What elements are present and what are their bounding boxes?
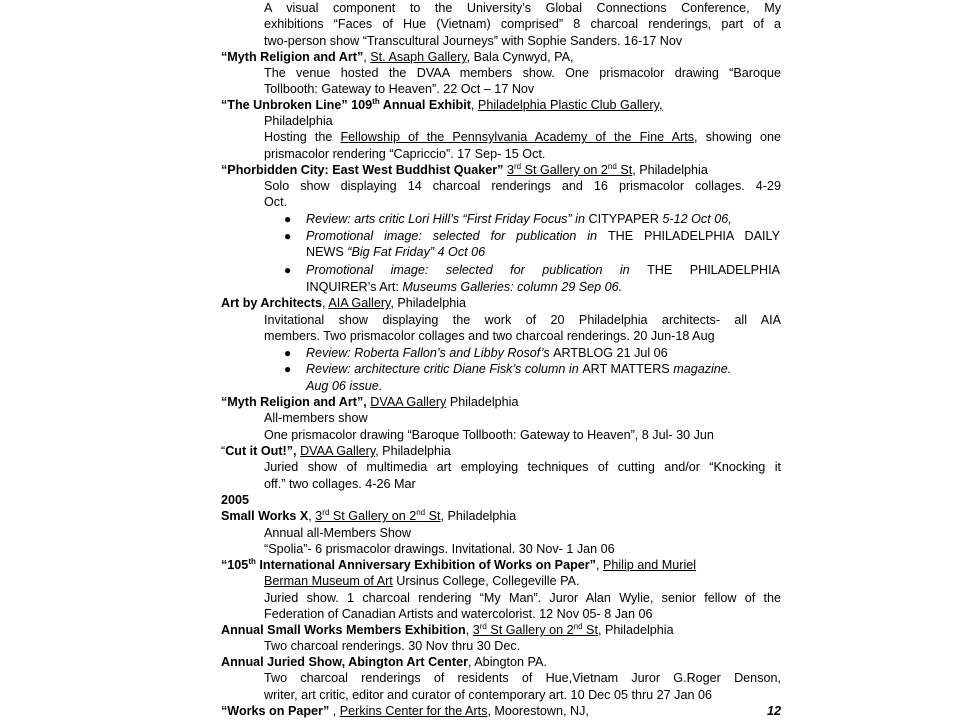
venue-link[interactable]: Philip and Muriel [602,558,697,572]
text-line: Two charcoal renderings of residents of Hue,Vietnam Juror G.Roger Denson, [264,671,781,685]
location: , Moorestown, NJ, [487,704,589,718]
location: Philadelphia [264,114,333,128]
text-line: two-person show “Transcultural Journeys” with Sophie Sanders. 16-17 Nov [264,34,683,48]
venue-link[interactable]: St. Asaph Gallery [370,50,467,64]
exhibit-heading [221,295,466,311]
exhibit-title: “The Unbroken Line” 109th Annual Exhibit [221,96,471,112]
location: Ursinus College, Collegeville PA. [392,574,580,588]
location: , Philadelphia [440,509,517,523]
venue-link[interactable]: DVAA Gallery [370,395,447,409]
exhibit-heading [221,703,781,719]
exhibit-title: “Phorbidden City: East West Buddhist Quaker” [221,163,504,177]
exhibit-heading: “Cut it Out!”, DVAA Gallery, Philadelphia [221,444,451,458]
exhibit-heading [221,557,696,573]
text-line: prismacolor rendering “Capriccio”. 17 Sep- 15 Oct. [264,147,546,161]
exhibit-title: Annual Juried Show, Abington Art Center [221,655,468,669]
venue-link[interactable]: Philadelphia Plastic Club Gallery, [477,98,663,112]
venue-link[interactable]: 3rd St Gallery on 2nd St [506,161,633,177]
text-line: off.” two collages. 4-26 Mar [264,477,416,491]
separator: , [595,558,603,572]
exhibit-heading [221,394,518,410]
exhibit-title: “Works on Paper” [221,704,330,718]
text-line: One prismacolor drawing “Baroque Tollbooth: Gateway to Heaven”, 8 Jul- 30 Jun [264,428,714,442]
text-line: Oct. [264,195,288,209]
text-line: “Spolia”- 6 prismacolor drawings. Invitational. 30 Nov- 1 Jan 06 [264,542,615,556]
text-line: Two charcoal renderings. 30 Nov thru 30 Dec. [264,639,521,653]
location: , Philadelphia [390,296,467,310]
separator: , [465,623,473,637]
text-line: members. Two prismacolor collages and two charcoal renderings. 20 Jun-18 Aug [264,329,715,343]
venue-link[interactable]: Perkins Center for the Arts [339,704,488,718]
exhibit-heading [221,508,516,524]
venue-link-continued[interactable]: Berman Museum of Art [264,574,393,588]
exhibit-heading [221,654,547,670]
bullet-icon: ● [284,229,292,243]
exhibit-title: “Myth Religion and Art”, [221,395,367,409]
exhibit-title: “105th International Anniversary Exhibition of Works on Paper” [221,556,596,572]
text-line: All-members show [264,411,368,425]
venue-line [264,573,579,589]
separator: , [308,509,316,523]
page-number: 12 [766,704,781,718]
text-line: Solo show displaying 14 charcoal renderings and 16 prismacolor collages. 4-29 [264,179,781,193]
text-line: Juried show. 1 charcoal rendering “My Man”. Juror Alan Wylie, senior fellow of the [264,591,781,605]
exhibit-title: Cut it Out!”, [225,444,297,458]
text-line: Invitational show displaying the work of 20 Philadelphia architects- all AIA [264,313,781,327]
separator: , [363,50,371,64]
text-line: Juried show of multimedia art employing techniques of cutting and/or “Knocking it [264,460,781,474]
location: , Philadelphia [597,623,674,637]
bullet-icon: ● [284,212,292,226]
text-line: exhibitions “Faces of Hue (Vietnam) comprised” 8 charcoal renderings, part of a [264,17,781,31]
exhibit-heading [221,97,663,113]
location: , Bala Cynwyd, PA, [466,50,574,64]
venue-link[interactable]: 3rd St Gallery on 2nd St [472,621,598,637]
exhibit-heading [221,162,708,178]
separator: , [329,704,340,718]
exhibit-heading [221,622,674,638]
exhibit-title: “Myth Religion and Art” [221,50,364,64]
exhibit-heading [221,49,574,65]
bullet-icon: ● [284,263,292,277]
document-page: A visual component to the University’s Global Connections Conference, My exhibitions “Faces of Hue (Vietnam) comprised” 8 charcoal renderings, part of a two-person show “Transcultural Journeys” with Sophie Sanders. 16-17 Nov “Myth Religion and Art”, St. Asaph Gallery, Bala Cynwyd, PA, The venue hosted the DVAA members show. One prismacolor drawing “Baroque Tollbooth: Gateway to Heaven”. 22 Oct – 17 Nov “The Unbroken Line” 109th Annual Exhibit, Philadelphia Plastic Club Gallery, Philadelphia Hosting the Fellowship of the Pennsylvania Academy of the Fine Arts, showing one prismacolor rendering “Capriccio”. 17 Sep- 15 Oct. “Phorbidden City: East West Buddhist Quaker” 3rd St Gallery on 2nd St, Philadelphia Solo show displaying 14 charcoal renderings and 16 prismacolor collages. 4-29 Oct. ● Review: arts critic Lori Hill’s “First Friday Focus” in CITYPAPER 5-12 Oct 06, ● Promotional image: selected for publication in THE PHILADELPHIA DAILY NEWS “Big Fat Friday” 4 Oct 06 ● Promotional image: selected for publication in THE PHILADELPHIA INQUIRER’s Art: Museums Galleries: column 29 Sep 06. Art by Architects, AIA Gallery, Philadelphia Invitational show displaying the work of 20 Philadelphia architects- all AIA members. Two prismacolor collages and two charcoal renderings. 20 Jun-18 Aug ● Review: Roberta Fallon’s and Libby Rosof’s ARTBLOG 21 Jul 06 ● Review: architecture critic Diane Fisk’s column in ART MATTERS magazine. Aug 06 issue. “Myth Religion and Art”, DVAA Gallery Philadelphia All-members show One prismacolor drawing “Baroque Tollbooth: Gateway to Heaven”, 8 Jul- 30 Jun “Cut it Out!”, DVAA Gallery, Philadelphia Juried show of multimedia art employing techniques of cutting and/or “Knocking it off.” two collages. 4-26 Mar 2005 Small Works X, 3rd St Gallery on 2nd St, Philadelphia Annual all-Members Show “Spolia”- 6 prismacolor drawings. Invitational. 30 Nov- 1 Jan 06 “105th International Anniversary Exhibition of Works on Paper”, Philip and Muriel Berman Museum of Art Ursinus College, Collegeville PA. Juried show. 1 charcoal rendering “My Man”. Juror Alan Wylie, senior fellow of the Federation of Canadian Artists and watercolorist. 12 Nov 05- 8 Jan 06 Annual Small Works Members Exhibition, 3rd St Gallery on 2nd St, Philadelphia Two charcoal renderings. 30 Nov thru 30 Dec. Annual Juried Show, Abington Art Center, Abington PA. Two charcoal renderings of residents of Hue,Vietnam Juror G.Roger Denson, writer, art critic, editor and curator of contemporary art. 10 Dec 05 thru 27 Jan 06 “Works on Paper” , Perkins Center for the Arts, Moorestown, NJ, 12 [221,1,781,718]
location: , Philadelphia [375,444,451,458]
exhibit-title: Art by Architects [221,296,323,310]
text-line: Annual all-Members Show [264,526,411,540]
text-line: Hosting the Fellowship of the Pennsylvania Academy of the Fine Arts, showing one [264,130,781,144]
separator: , [470,98,478,112]
exhibit-title: Annual Small Works Members Exhibition [221,623,466,637]
text-line: writer, art critic, editor and curator of contemporary art. 10 Dec 05 thru 27 Jan 06 [264,688,712,702]
venue-link[interactable]: AIA Gallery [328,296,391,310]
location: , Philadelphia [632,163,708,177]
bullet-icon: ● [284,362,292,376]
venue-link[interactable]: DVAA Gallery [300,444,376,458]
separator: , [322,296,329,310]
exhibit-title: Small Works X [221,509,309,523]
fellowship-link[interactable]: Fellowship of the Pennsylvania Academy of the Fine Arts [340,130,694,144]
text-line: The venue hosted the DVAA members show. One prismacolor drawing “Baroque [264,66,781,80]
text-line: A visual component to the University’s Global Connections Conference, My [264,1,781,15]
bullet-icon: ● [284,346,292,360]
location: , Abington PA. [467,655,547,669]
text-line: Tollbooth: Gateway to Heaven”. 22 Oct – 17 Nov [264,82,535,96]
venue-link[interactable]: 3rd St Gallery on 2nd St [315,507,441,523]
location: Philadelphia [446,395,519,409]
year-heading: 2005 [221,493,250,507]
text-line: Federation of Canadian Artists and watercolorist. 12 Nov 05- 8 Jan 06 [264,607,653,621]
